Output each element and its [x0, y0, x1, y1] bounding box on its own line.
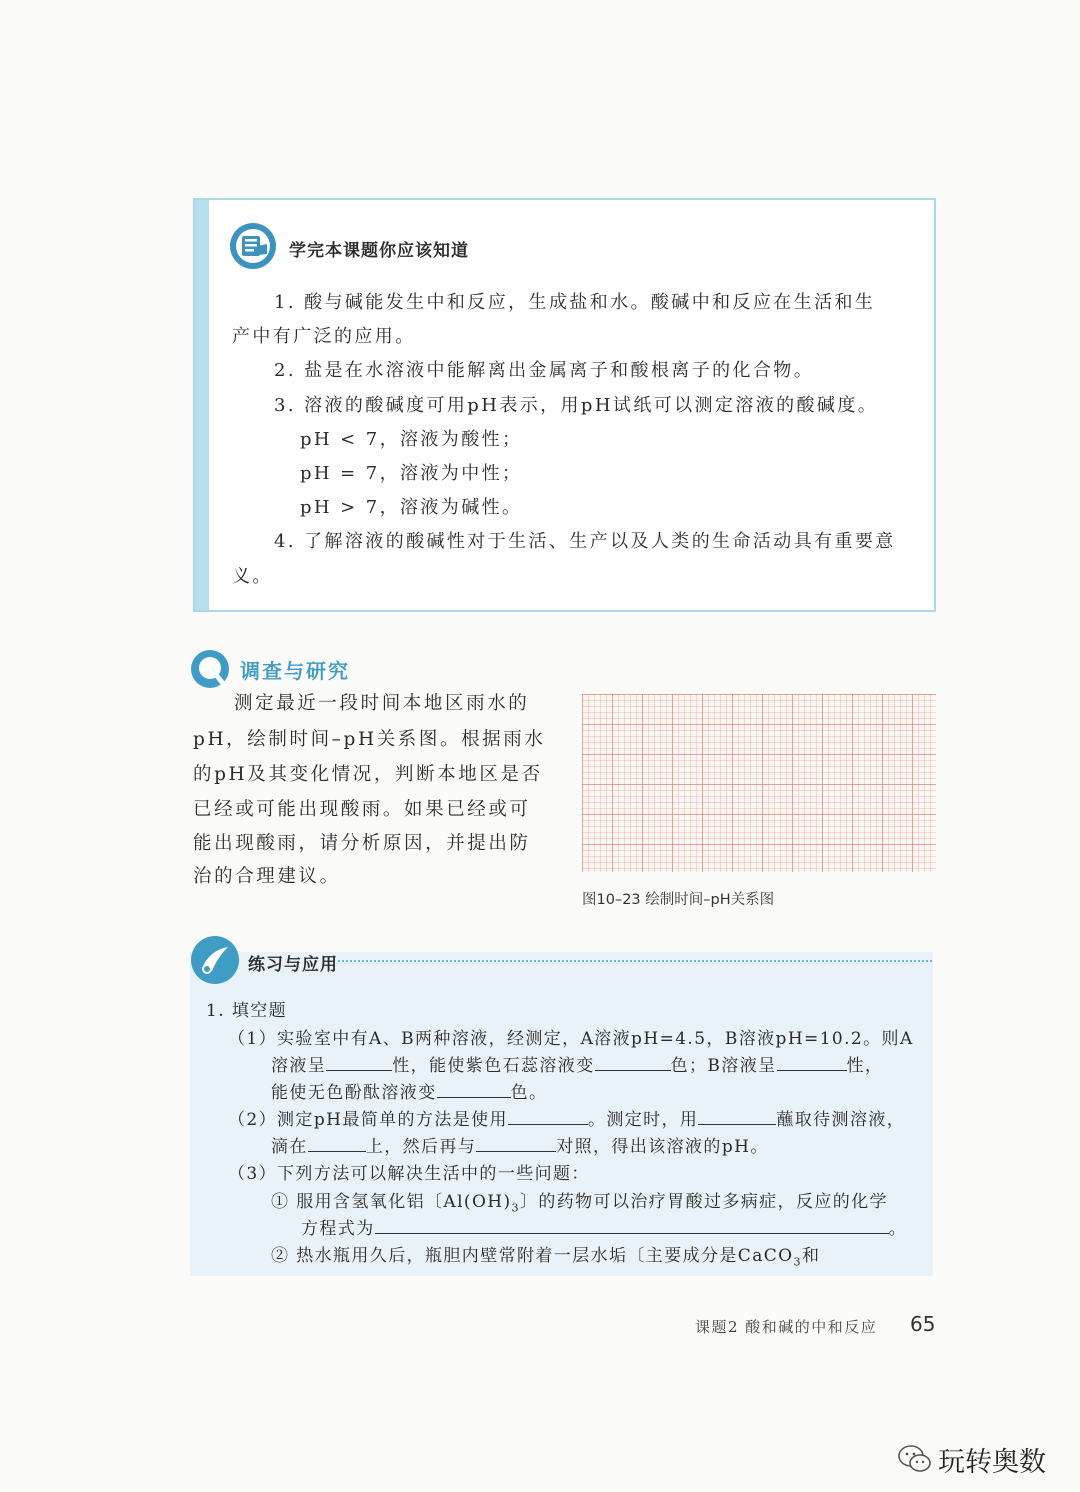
watermark: 玩转奥数: [938, 1447, 1046, 1478]
summary-line: 3. 溶液的酸碱度可用pH表示，用pH试纸可以测定溶液的酸碱度。: [274, 395, 879, 416]
question-line: （1）实验室中有A、B两种溶液，经测定，A溶液pH=4.5，B溶液pH=10.2。则A: [228, 1029, 914, 1049]
figure-caption: 图10–23 绘制时间–pH关系图: [582, 892, 775, 908]
answer-blank[interactable]: [595, 1053, 671, 1071]
summary-line: 义。: [232, 566, 273, 587]
summary-line: pH < 7，溶液为酸性；: [300, 429, 523, 450]
question-line: （3）下列方法可以解决生活中的一些问题：: [228, 1164, 590, 1184]
graph-paper-figure: [582, 694, 936, 872]
summary-line: pH = 7，溶液为中性；: [300, 463, 523, 484]
answer-blank[interactable]: [437, 1080, 511, 1098]
summary-title: 学完本课题你应该知道: [289, 241, 469, 261]
magnifier-icon: [190, 649, 232, 691]
page-number: 65: [910, 1312, 936, 1336]
summary-line: 2. 盐是在水溶液中能解离出金属离子和酸根离子的化合物。: [274, 360, 815, 381]
question-title: 1. 填空题: [206, 1001, 288, 1021]
answer-blank[interactable]: [326, 1053, 392, 1071]
answer-blank[interactable]: [476, 1134, 556, 1152]
answer-blank[interactable]: [308, 1134, 366, 1152]
pencil-badge-icon: [190, 935, 240, 985]
summary-line: pH > 7，溶液为碱性。: [300, 497, 523, 518]
investigation-line: 测定最近一段时间本地区雨水的: [234, 693, 530, 714]
wechat-icon: [897, 1444, 933, 1474]
question-line: （2）测定pH最简单的方法是使用 。测定时，用 蘸取待测溶液，: [228, 1105, 905, 1130]
answer-blank[interactable]: [375, 1216, 889, 1234]
summary-line: 产中有广泛的应用。: [232, 326, 416, 347]
question-line: 方程式为 。: [301, 1214, 907, 1239]
answer-blank[interactable]: [508, 1107, 588, 1125]
investigation-title: 调查与研究: [240, 659, 350, 683]
answer-blank[interactable]: [777, 1053, 847, 1071]
investigation-line: 的pH及其变化情况，判断本地区是否: [193, 764, 543, 785]
summary-side-bar: [195, 200, 209, 610]
investigation-line: pH，绘制时间–pH关系图。根据雨水: [193, 729, 546, 750]
question-line: ① 服用含氢氧化铝〔$Al(OH)_3$〕的药物可以治疗胃酸过多病症，反应的化学: [271, 1192, 888, 1215]
exercise-title: 练习与应用: [248, 955, 338, 975]
question-line: 溶液呈 性，能使紫色石蕊溶液变 色；B溶液呈 性，: [271, 1051, 883, 1076]
question-line: 滴在 上，然后再与 对照，得出该溶液的pH。: [271, 1132, 769, 1157]
footer-chapter: 课题2 酸和碱的中和反应: [695, 1318, 878, 1336]
answer-blank[interactable]: [698, 1107, 776, 1125]
dotted-divider: [338, 960, 932, 962]
summary-line: 4. 了解溶液的酸碱性对于生活、生产以及人类的生命活动具有重要意: [274, 531, 896, 552]
investigation-line: 治的合理建议。: [193, 866, 341, 887]
investigation-line: 已经或可能出现酸雨。如果已经或可: [193, 799, 531, 820]
question-line: ② 热水瓶用久后，瓶胆内壁常附着一层水垢〔主要成分是CaCO$_3$和: [271, 1246, 821, 1269]
summary-line: 1. 酸与碱能发生中和反应，生成盐和水。酸碱中和反应在生活和生: [274, 292, 876, 313]
investigation-line: 能出现酸雨，请分析原因，并提出防: [193, 833, 531, 854]
question-line: 能使无色酚酞溶液变 色。: [271, 1078, 547, 1103]
book-hand-icon: [229, 222, 277, 270]
